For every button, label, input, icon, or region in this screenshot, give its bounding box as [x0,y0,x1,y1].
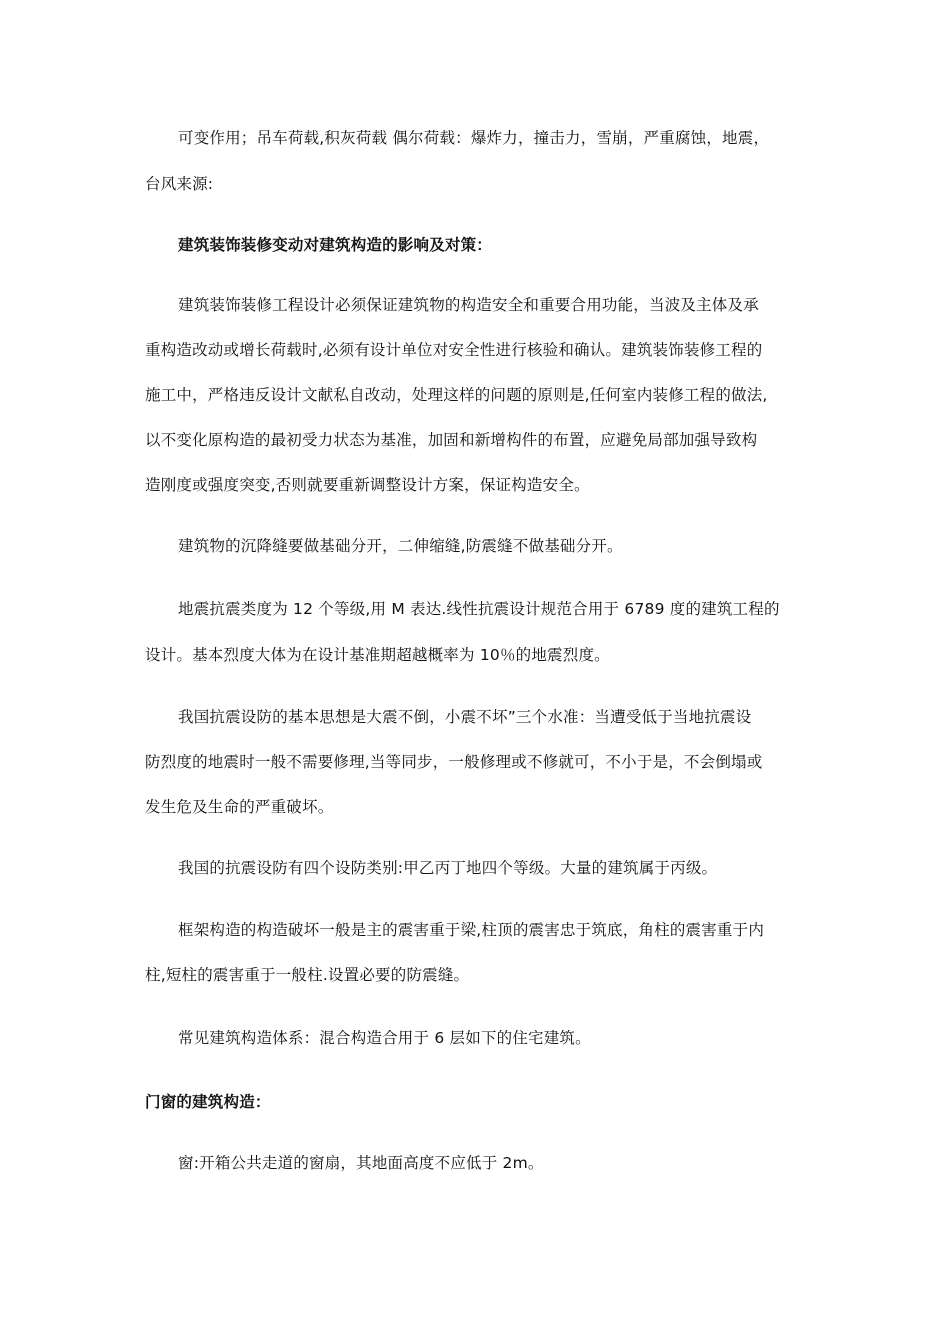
paragraph-decoration-design-line-2: 重构造改动或增长荷载时,必须有设计单位对安全性进行核验和确认。建筑装饰装修工程的 [145,341,763,359]
paragraph-structural-systems: 常见建筑构造体系：混合构造合用于 6 层如下的住宅建筑。 [178,1029,591,1047]
paragraph-seismic-intensity-line-2: 设计。基本烈度大体为在设计基准期超越概率为 10％的地震烈度。 [145,646,610,664]
paragraph-decoration-design-line-3: 施工中，严格违反设计文献私自改动，处理这样的问题的原则是,任何室内装修工程的做法, [145,386,768,404]
paragraph-seismic-philosophy-line-2: 防烈度的地震时一般不需要修理,当等同步，一般修理或不修就可，不小于是，不会倒塌或 [145,753,763,771]
paragraph-window-height: 窗:开箱公共走道的窗扇，其地面高度不应低于 2m。 [178,1154,544,1172]
paragraph-seismic-philosophy-line-3: 发生危及生命的严重破坏。 [145,798,334,816]
paragraph-settlement-joint: 建筑物的沉降缝要做基础分开，二伸缩缝,防震缝不做基础分开。 [178,537,623,555]
heading-decoration-changes: 建筑装饰装修变动对建筑构造的影响及对策： [178,236,493,254]
paragraph-variable-loads-line-1: 可变作用；吊车荷载,积灰荷载 偶尔荷载：爆炸力，撞击力，雪崩，严重腐蚀，地震， [178,129,770,147]
paragraph-frame-damage-line-2: 柱,短柱的震害重于一般柱.设置必要的防震缝。 [145,966,470,984]
paragraph-decoration-design-line-5: 造刚度或强度突变,否则就要重新调整设计方案，保证构造安全。 [145,476,590,494]
paragraph-decoration-design-line-1: 建筑装饰装修工程设计必须保证建筑物的构造安全和重要合用功能，当波及主体及承 [178,296,759,314]
paragraph-seismic-philosophy-line-1: 我国抗震设防的基本思想是大震不倒，小震不坏”三个水准：当遭受低于当地抗震设 [178,708,752,726]
paragraph-frame-damage-line-1: 框架构造的构造破坏一般是主的震害重于梁,柱顶的震害忠于筑底，角柱的震害重于内 [178,921,765,939]
paragraph-decoration-design-line-4: 以不变化原构造的最初受力状态为基准，加固和新增构件的布置，应避免局部加强导致构 [145,431,758,449]
heading-door-window: 门窗的建筑构造： [145,1093,271,1111]
paragraph-variable-loads-line-2: 台风来源: [145,175,214,193]
paragraph-seismic-intensity-line-1: 地震抗震类度为 12 个等级,用 M 表达.线性抗震设计规范合用于 6789 度的建筑工程的 [178,600,780,618]
paragraph-fortification-categories: 我国的抗震设防有四个设防类别:甲乙丙丁地四个等级。大量的建筑属于丙级。 [178,859,718,877]
